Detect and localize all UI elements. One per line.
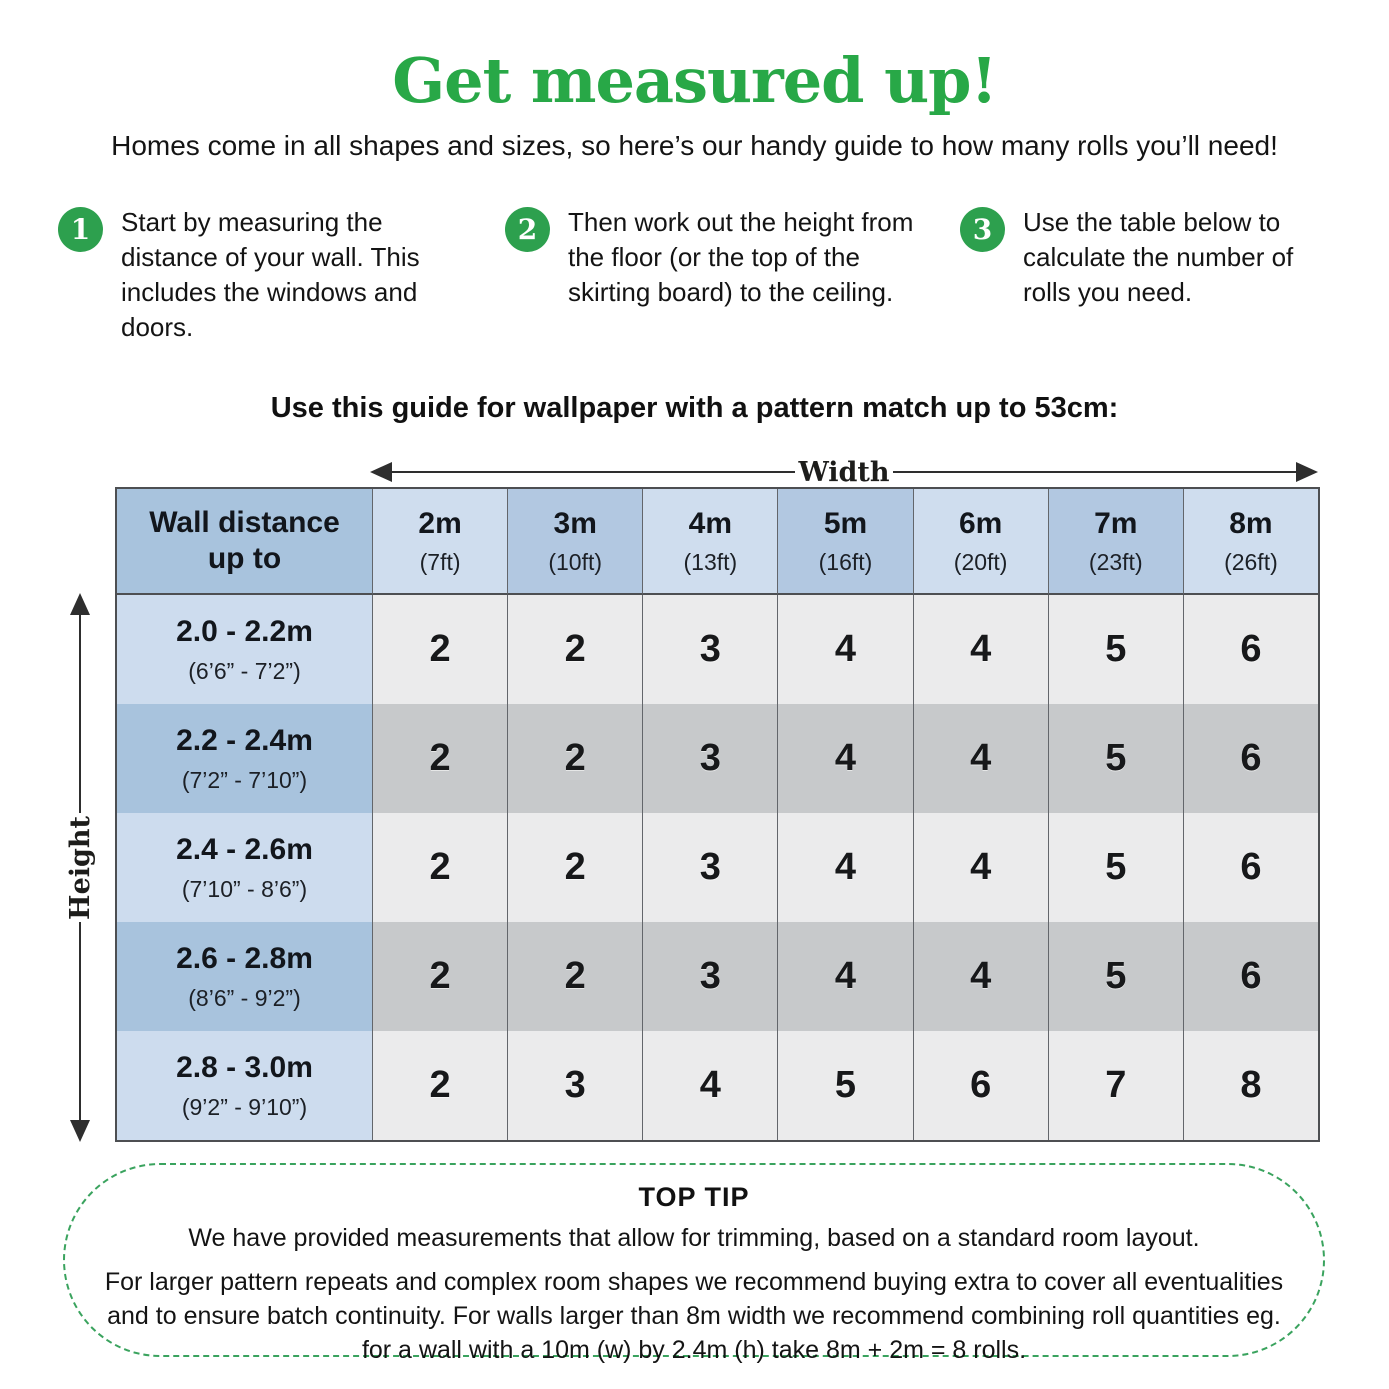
roll-count: 2 [429, 737, 451, 779]
row-range: 2.0 - 2.2m [176, 614, 313, 648]
roll-count: 4 [970, 955, 992, 997]
column-header-3m [507, 489, 642, 595]
arrow-line [392, 471, 795, 473]
row-header [117, 595, 372, 704]
corner-header-line2: up to [207, 542, 282, 575]
table-cell [913, 813, 1048, 922]
roll-count: 2 [564, 628, 586, 670]
roll-count: 2 [429, 628, 451, 670]
table-cell [1048, 595, 1183, 704]
roll-count: 4 [970, 628, 992, 670]
step-1 [58, 205, 505, 345]
arrow-right-icon [1296, 462, 1318, 482]
roll-count: 5 [1105, 846, 1127, 888]
top-tip-line2: For larger pattern repeats and complex room shapes we recommend buying extra to cover all eventualities and to ensure batch continuity. For walls larger than 8m width we recommend combining roll quantities eg. for a wall with a 10m (w) by 2.4m (h) take 8m + 2m = 8 rolls. [104, 1268, 1284, 1364]
row-imperial: (7’2” - 7’10”) [181, 766, 308, 793]
step-1-number-badge: 1 [58, 207, 103, 252]
roll-count: 2 [429, 955, 451, 997]
column-header-8m [1183, 489, 1318, 595]
roll-count: 4 [834, 955, 857, 997]
roll-count: 6 [1240, 737, 1262, 779]
roll-count: 3 [699, 628, 721, 670]
top-tip-heading: TOP TIP [638, 1182, 750, 1212]
column-header-2m [372, 489, 507, 595]
table-cell [507, 1031, 642, 1140]
corner-header-line1: Wall distance [149, 506, 340, 539]
table-cell [777, 1031, 912, 1140]
column-metres: 7m [1094, 506, 1138, 540]
column-feet: (23ft) [1088, 548, 1143, 575]
step-2 [505, 205, 960, 345]
table-cell [1183, 1031, 1318, 1140]
roll-count: 6 [1240, 628, 1262, 670]
column-feet: (20ft) [953, 548, 1008, 575]
table-cell [777, 922, 912, 1031]
roll-count: 5 [1105, 628, 1127, 670]
row-header [117, 813, 372, 922]
table-cell [372, 595, 507, 704]
column-feet: (16ft) [818, 548, 873, 575]
roll-count: 2 [429, 1064, 451, 1106]
table-cell [777, 813, 912, 922]
column-header-5m [777, 489, 912, 595]
table-cell [1183, 813, 1318, 922]
table-cell [913, 922, 1048, 1031]
table-cell [1048, 922, 1183, 1031]
row-header [117, 1031, 372, 1140]
table-guide-heading: Use this guide for wallpaper with a pattern match up to 53cm: [270, 392, 1119, 424]
table-cell [372, 813, 507, 922]
roll-count: 6 [1240, 846, 1262, 888]
table-cell [372, 704, 507, 813]
step-2-text: Then work out the height from the floor (or the top of the skirting board) to the ceiling. [568, 207, 914, 307]
roll-count: 5 [1105, 737, 1127, 779]
rolls-table [115, 487, 1320, 1142]
arrow-left-icon [370, 462, 392, 482]
table-cell [372, 922, 507, 1031]
table-cell [642, 595, 777, 704]
table-cell [507, 922, 642, 1031]
roll-count: 4 [699, 1064, 721, 1106]
column-metres: 3m [553, 506, 597, 540]
roll-count: 3 [699, 846, 721, 888]
roll-count: 3 [699, 955, 721, 997]
column-metres: 8m [1229, 506, 1273, 540]
height-axis-arrow [60, 593, 100, 1142]
table-cell [507, 704, 642, 813]
row-imperial: (7’10” - 8’6”) [181, 875, 308, 902]
roll-count: 3 [564, 1064, 586, 1106]
table-cell [1048, 704, 1183, 813]
column-metres: 5m [823, 506, 868, 540]
row-range: 2.8 - 3.0m [176, 1050, 313, 1084]
roll-count: 7 [1105, 1064, 1127, 1106]
table-cell [777, 704, 912, 813]
roll-count: 4 [834, 737, 857, 779]
step-1-text: Start by measuring the distance of your wall. This includes the windows and doors. [121, 207, 420, 342]
page-subtitle: Homes come in all shapes and sizes, so here’s our handy guide to how many rolls you’ll need! [111, 130, 1278, 161]
row-range: 2.2 - 2.4m [176, 723, 313, 757]
steps-row [58, 205, 1359, 345]
table-cell [913, 1031, 1048, 1140]
width-axis-label: Width [798, 456, 890, 488]
roll-count: 4 [970, 846, 992, 888]
table-cell [1183, 595, 1318, 704]
column-feet: (13ft) [683, 548, 738, 575]
step-3-number-badge: 3 [960, 207, 1005, 252]
row-header [117, 922, 372, 1031]
table-cell [507, 595, 642, 704]
arrow-up-icon [70, 593, 90, 615]
table-cell [642, 704, 777, 813]
table-cell [1183, 922, 1318, 1031]
top-tip-box [63, 1163, 1325, 1364]
roll-count: 2 [564, 955, 586, 997]
roll-count: 6 [970, 1064, 992, 1106]
table-cell [1183, 704, 1318, 813]
table-cell [1048, 813, 1183, 922]
table-cell [642, 1031, 777, 1140]
arrow-line [79, 615, 81, 813]
roll-count: 8 [1240, 1064, 1262, 1106]
page-title: Get measured up! [392, 44, 997, 117]
corner-header-wall-distance [117, 489, 372, 595]
column-header-6m [913, 489, 1048, 595]
roll-count: 4 [834, 628, 857, 670]
table-cell [642, 813, 777, 922]
roll-count: 6 [1240, 955, 1262, 997]
width-axis-arrow [370, 456, 1318, 488]
table-cell [777, 595, 912, 704]
top-tip-line1: We have provided measurements that allow for trimming, based on a standard room layout. [188, 1224, 1200, 1252]
table-cell [913, 704, 1048, 813]
row-imperial: (9’2” - 9’10”) [181, 1093, 308, 1120]
step-3-text: Use the table below to calculate the number of rolls you need. [1023, 207, 1294, 307]
column-feet: (26ft) [1224, 548, 1278, 575]
step-2-number-badge: 2 [505, 207, 550, 252]
roll-count: 4 [970, 737, 992, 779]
arrow-line [893, 471, 1296, 473]
roll-count: 5 [834, 1064, 857, 1106]
roll-count: 2 [564, 846, 586, 888]
row-range: 2.4 - 2.6m [176, 832, 313, 866]
row-imperial: (8’6” - 9’2”) [188, 984, 301, 1011]
column-metres: 4m [688, 506, 733, 540]
table-cell [642, 922, 777, 1031]
column-metres: 6m [958, 506, 1003, 540]
column-feet: (7ft) [419, 548, 461, 575]
arrow-down-icon [70, 1120, 90, 1142]
table-cell [1048, 1031, 1183, 1140]
roll-count: 2 [429, 846, 451, 888]
row-imperial: (6’6” - 7’2”) [188, 657, 301, 684]
column-header-7m [1048, 489, 1183, 595]
table-cell [372, 1031, 507, 1140]
roll-count: 2 [564, 737, 586, 779]
column-header-4m [642, 489, 777, 595]
roll-count: 3 [699, 737, 721, 779]
row-header [117, 704, 372, 813]
table-cell [507, 813, 642, 922]
arrow-line [79, 922, 81, 1120]
row-range: 2.6 - 2.8m [176, 941, 313, 975]
height-axis-label: Height [64, 815, 96, 920]
column-feet: (10ft) [548, 548, 603, 575]
column-metres: 2m [418, 506, 462, 540]
roll-count: 5 [1105, 955, 1127, 997]
roll-count: 4 [834, 846, 857, 888]
step-3 [960, 205, 1350, 345]
table-cell [913, 595, 1048, 704]
